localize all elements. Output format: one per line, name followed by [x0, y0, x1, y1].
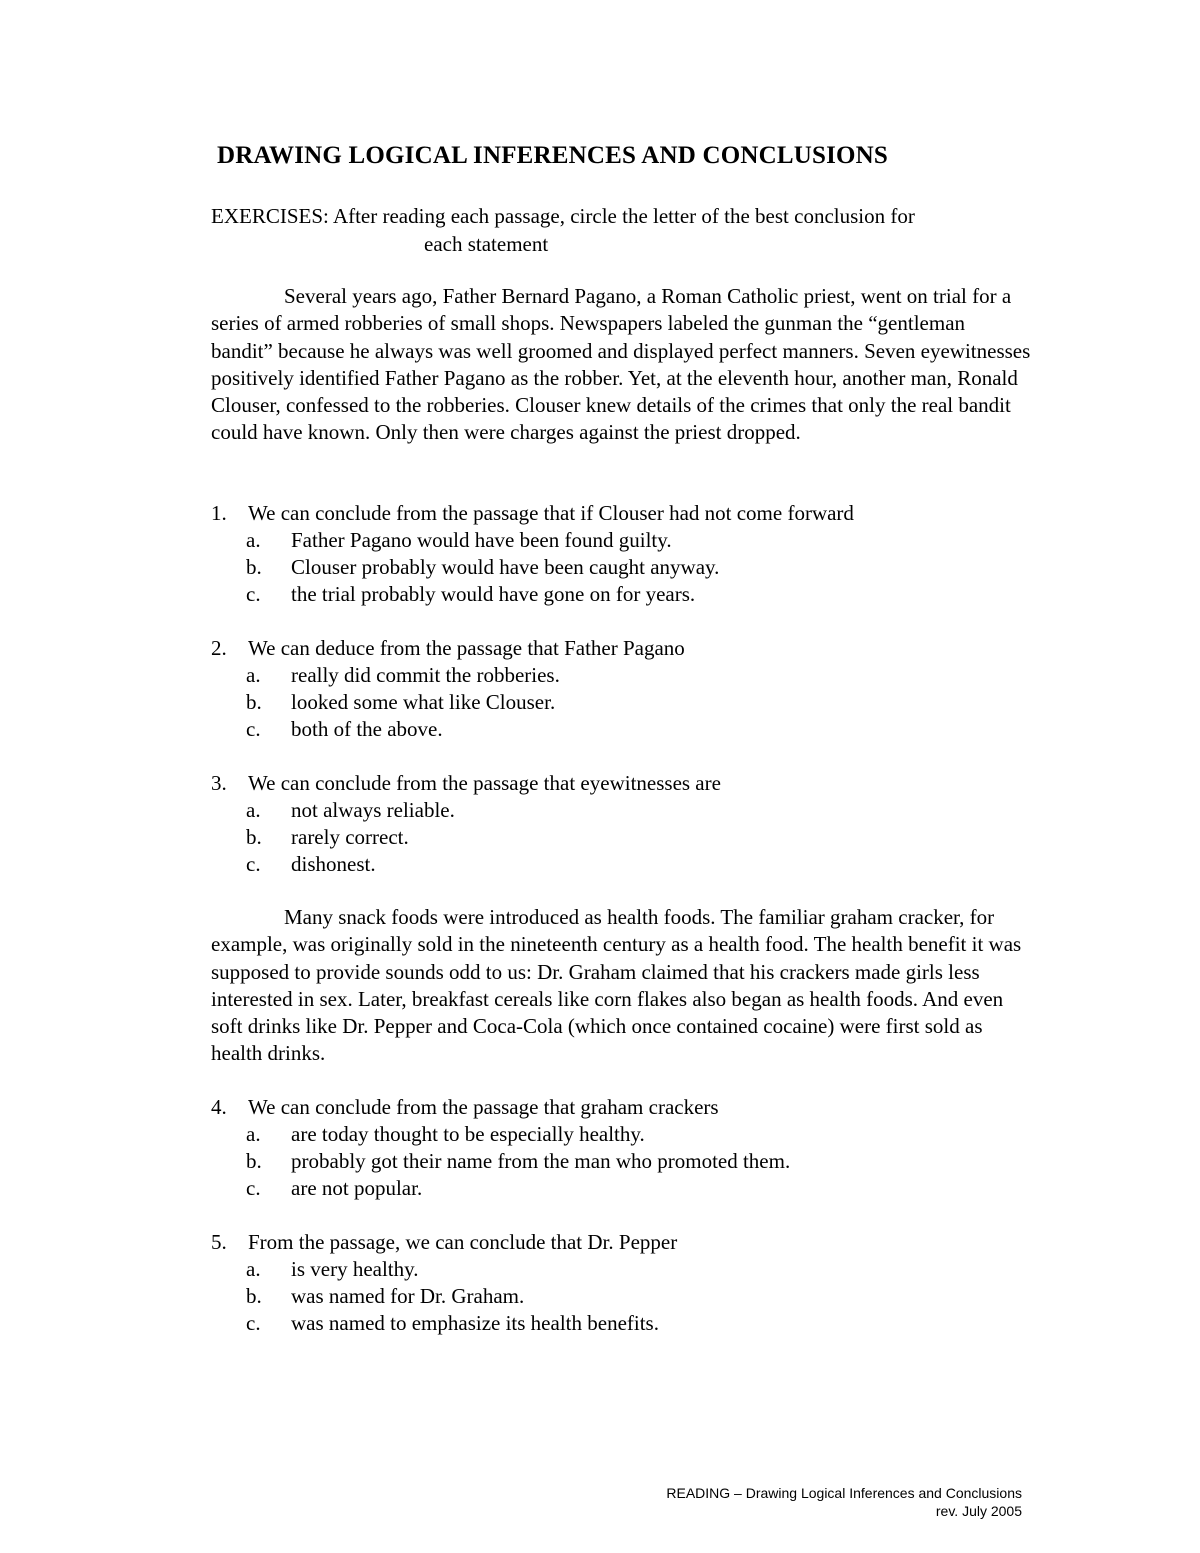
question-2 [211, 635, 1031, 743]
page-title: DRAWING LOGICAL INFERENCES AND CONCLUSIONS [217, 142, 889, 169]
question-number: 3. [211, 771, 227, 795]
option-text: the trial probably would have gone on for years. [291, 582, 696, 606]
passage-2: Many snack foods were introduced as health foods. The familiar graham cracker, for example, was originally sold in the nineteenth century as a health food. The health benefit it was supposed to provide sounds odd to us: Dr. Graham claimed that his crackers made girls less interested in sex. Later, breakfast cereals like corn flakes also began as health foods. And even soft drinks like Dr. Pepper and Coca-Cola (which once contained cocaine) were first sold as health drinks. [211, 905, 1022, 1066]
question-1 [211, 500, 1031, 608]
option-a[interactable] [211, 1121, 1031, 1148]
option-a[interactable] [211, 662, 1031, 689]
option-c[interactable] [211, 581, 1031, 608]
option-letter: c. [246, 717, 261, 741]
option-c[interactable] [211, 716, 1031, 743]
question-number: 5. [211, 1230, 227, 1254]
question-stem: From the passage, we can conclude that Dr. Pepper [248, 1230, 678, 1254]
option-text: are today thought to be especially healthy. [291, 1122, 645, 1146]
option-text: is very healthy. [291, 1257, 419, 1281]
option-letter: a. [246, 663, 261, 687]
option-letter: b. [246, 690, 262, 714]
question-number: 1. [211, 501, 227, 525]
option-letter: a. [246, 528, 261, 552]
option-letter: b. [246, 1284, 262, 1308]
option-text: not always reliable. [291, 798, 455, 822]
option-b[interactable] [211, 824, 1031, 851]
question-5 [211, 1229, 1031, 1337]
option-text: rarely correct. [291, 825, 409, 849]
option-letter: a. [246, 798, 261, 822]
option-letter: b. [246, 555, 262, 579]
instructions-line-1: EXERCISES: After reading each passage, circle the letter of the best conclusion for [211, 204, 915, 228]
question-3 [211, 770, 1031, 878]
option-text: looked some what like Clouser. [291, 690, 556, 714]
option-c[interactable] [211, 851, 1031, 878]
option-text: really did commit the robberies. [291, 663, 560, 687]
question-number: 2. [211, 636, 227, 660]
option-letter: c. [246, 1311, 261, 1335]
option-text: dishonest. [291, 852, 376, 876]
option-b[interactable] [211, 554, 1031, 581]
instructions [211, 202, 1031, 258]
option-text: both of the above. [291, 717, 443, 741]
option-text: Clouser probably would have been caught anyway. [291, 555, 720, 579]
question-stem: We can conclude from the passage that graham crackers [248, 1095, 719, 1119]
option-a[interactable] [211, 527, 1031, 554]
option-letter: a. [246, 1257, 261, 1281]
question-4 [211, 1094, 1031, 1202]
option-c[interactable] [211, 1175, 1031, 1202]
option-b[interactable] [211, 1283, 1031, 1310]
question-stem: We can deduce from the passage that Father Pagano [248, 636, 685, 660]
passage-1: Several years ago, Father Bernard Pagano, a Roman Catholic priest, went on trial for a series of armed robberies of small shops. Newspapers labeled the gunman the “gentleman bandit” because he always was well groomed and displayed perfect manners. Seven eyewitnesses positively identified Father Pagano as the robber. Yet, at the eleventh hour, another man, Ronald Clouser, confessed to the robberies. Clouser knew details of the crimes that only the real bandit could have known. Only then were charges against the priest dropped. [211, 284, 1031, 445]
question-stem: We can conclude from the passage that eyewitnesses are [248, 771, 721, 795]
option-letter: c. [246, 1176, 261, 1200]
option-text: was named to emphasize its health benefits. [291, 1311, 659, 1335]
option-letter: b. [246, 1149, 262, 1173]
page-footer [666, 1484, 1022, 1520]
option-text: probably got their name from the man who promoted them. [291, 1149, 791, 1173]
question-stem: We can conclude from the passage that if Clouser had not come forward [248, 501, 854, 525]
option-letter: c. [246, 852, 261, 876]
option-letter: a. [246, 1122, 261, 1146]
footer-line-2: rev. July 2005 [935, 1503, 1022, 1519]
option-text: was named for Dr. Graham. [291, 1284, 525, 1308]
option-text: Father Pagano would have been found guilty. [291, 528, 672, 552]
option-a[interactable] [211, 797, 1031, 824]
question-number: 4. [211, 1095, 227, 1119]
option-c[interactable] [211, 1310, 1031, 1337]
option-text: are not popular. [291, 1176, 423, 1200]
option-b[interactable] [211, 689, 1031, 716]
option-letter: b. [246, 825, 262, 849]
option-letter: c. [246, 582, 261, 606]
footer-line-1: READING – Drawing Logical Inferences and Conclusions [666, 1485, 1022, 1501]
option-a[interactable] [211, 1256, 1031, 1283]
instructions-line-2: each statement [424, 232, 549, 256]
option-b[interactable] [211, 1148, 1031, 1175]
